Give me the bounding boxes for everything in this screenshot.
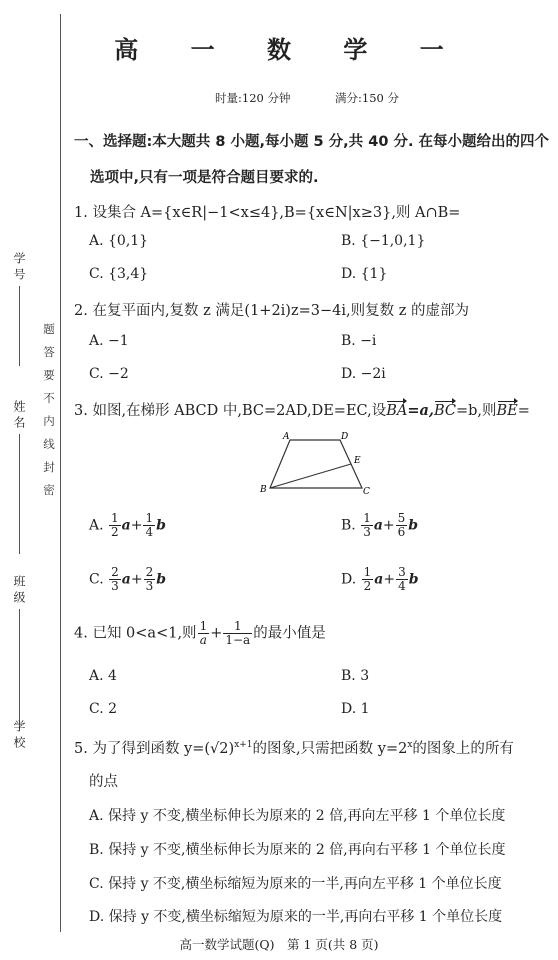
sealing-warning-char: 题: [43, 322, 55, 336]
vector-be: BE: [496, 403, 518, 419]
sealing-warning-char: 密: [43, 483, 55, 497]
page-footer: 高一数学试题(Q) 第 1 页(共 8 页): [179, 937, 379, 952]
question-3-stem: [74, 399, 530, 420]
q3-eq2: =b,则: [455, 403, 497, 419]
class-blank: [19, 609, 20, 729]
class-field: [12, 575, 26, 729]
vertex-e-label: E: [354, 456, 361, 466]
q5-option-d: D. 保持 y 不变,横坐标缩短为原来的一半,再向右平移 1 个单位长度: [89, 909, 503, 925]
sealing-warning-char: 线: [43, 437, 55, 451]
name-field: [12, 400, 26, 554]
section-instructions-line1: 一、选择题:本大题共 8 小题,每小题 5 分,共 40 分. 在每小题给出的四个: [74, 134, 550, 150]
name-blank: [19, 434, 20, 554]
q5-option-b: B. 保持 y 不变,横坐标伸长为原来的 2 倍,再向右平移 1 个单位长度: [89, 842, 506, 858]
q3-option-a: A. $\frac{1}{2}$ a+ $\frac{1}{4}$ b: [89, 511, 166, 539]
q5-option-c: C. 保持 y 不变,横坐标缩短为原来的一半,再向左平移 1 个单位长度: [89, 876, 502, 892]
page-title: 高 一 数 学 一: [114, 36, 466, 64]
q1-option-c: C. {3,4}: [89, 266, 149, 282]
school-label: 学 校: [12, 720, 26, 748]
q2-option-b: B. −i: [341, 333, 377, 349]
q4-option-b: B. 3: [341, 668, 370, 684]
q3-eq3: =: [517, 403, 530, 419]
student-id-field: [12, 252, 26, 366]
question-1-stem: 1. 设集合 A={x∈R|−1<x≤4},B={x∈N|x≥3},则 A∩B=: [74, 205, 461, 221]
sealing-warning-char: 要: [43, 368, 55, 382]
q2-option-d: D. −2i: [341, 366, 386, 382]
vector-ba: BA: [386, 403, 408, 419]
q1-option-d: D. {1}: [341, 266, 388, 282]
sealing-warning: [42, 318, 56, 502]
sealing-warning-char: 不: [43, 391, 55, 405]
vertex-c-label: C: [363, 487, 370, 497]
q3-option-d: D. $\frac{1}{2}$ a+ $\frac{3}{4}$ b: [341, 565, 419, 593]
question-2-stem: 2. 在复平面内,复数 z 满足(1+2i)z=3−4i,则复数 z 的虚部为: [74, 303, 469, 319]
full-score: 满分:150 分: [335, 91, 399, 105]
vertex-a-label: A: [283, 432, 290, 442]
vertex-d-label: D: [341, 432, 349, 442]
q3-option-c: C. $\frac{2}{3}$ a+ $\frac{2}{3}$ b: [89, 565, 167, 593]
q2-option-c: C. −2: [89, 366, 129, 382]
q3-eq1: =a,: [407, 402, 434, 419]
q3-option-b: B. $\frac{1}{3}$ a+ $\frac{5}{6}$ b: [341, 511, 419, 539]
q3-stem-prefix: 3. 如图,在梯形 ABCD 中,BC=2AD,DE=EC,设: [74, 403, 387, 419]
sealing-warning-char: 答: [43, 345, 55, 359]
binding-line: [60, 14, 61, 932]
q4-option-a: A. 4: [89, 668, 117, 684]
vector-bc: BC: [433, 403, 456, 419]
q4-option-d: D. 1: [341, 701, 370, 717]
section-instructions-line2: 选项中,只有一项是符合题目要求的.: [90, 170, 319, 186]
q1-option-a: A. {0,1}: [89, 233, 149, 249]
trapezoid-figure: [255, 430, 380, 500]
question-5-stem-line2: 的点: [89, 774, 118, 790]
segment-be: [270, 464, 351, 488]
name-label: 姓 名: [12, 400, 26, 428]
vertex-b-label: B: [260, 485, 267, 495]
trapezoid-abcd: [270, 440, 362, 488]
question-4-stem: 4. 已知 0<a<1,则 $\frac{1}{a}$ + $\frac{1}{1-a}$ 的最小值是: [74, 619, 326, 647]
sealing-warning-char: 内: [43, 414, 55, 428]
q1-option-b: B. {−1,0,1}: [341, 233, 426, 249]
school-field: [12, 720, 26, 748]
question-5-stem-line1: 5. 为了得到函数 $y=(√2)^{x+1}$的图象,只需把函数 $y=2^x$的图象上的所有: [74, 740, 514, 757]
q5-option-a: A. 保持 y 不变,横坐标伸长为原来的 2 倍,再向左平移 1 个单位长度: [89, 808, 506, 824]
q4-option-c: C. 2: [89, 701, 118, 717]
class-label: 班 级: [12, 575, 26, 603]
student-id-blank: [19, 286, 20, 366]
student-id-label: 学 号: [12, 252, 26, 280]
q2-option-a: A. −1: [89, 333, 129, 349]
time-limit: 时量:120 分钟: [215, 91, 291, 105]
sealing-warning-char: 封: [43, 460, 55, 474]
